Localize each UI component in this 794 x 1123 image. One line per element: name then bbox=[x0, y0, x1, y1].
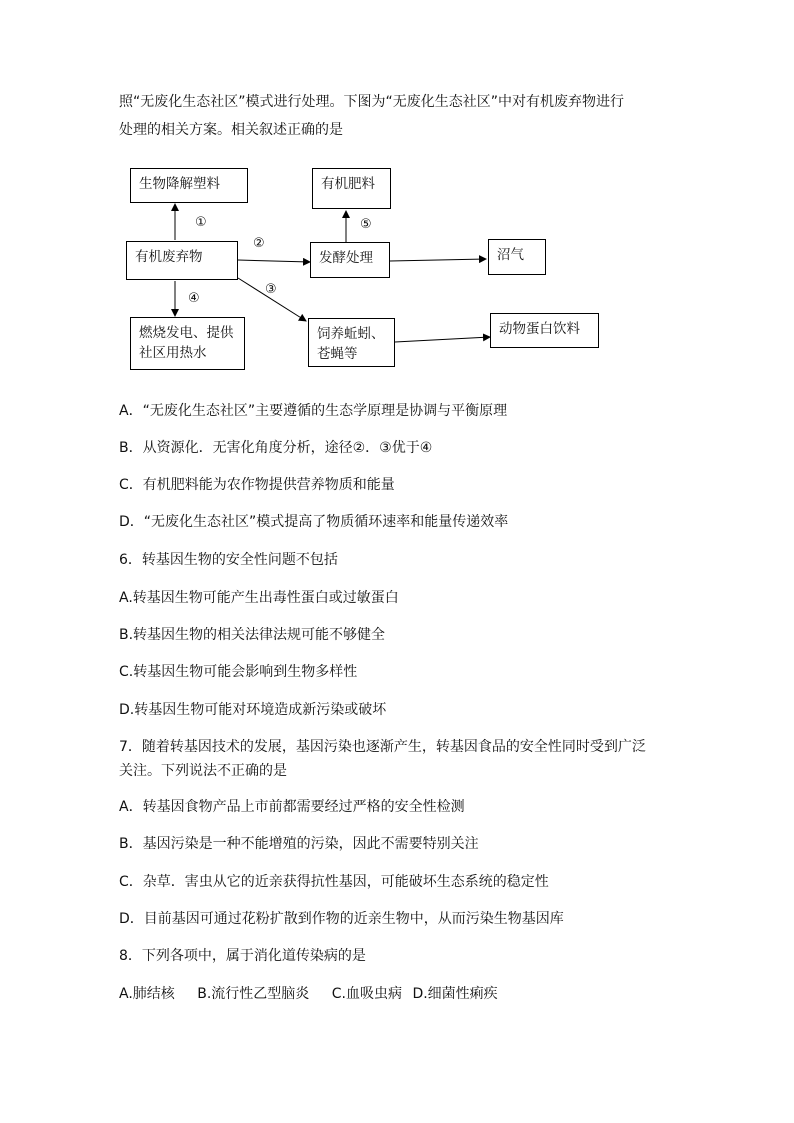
arrow-to-animal-protein bbox=[395, 337, 490, 342]
q7-stem-line-2: 关注。下列说法不正确的是 bbox=[119, 763, 287, 779]
intro-line-2: 处理的相关方案。相关叙述正确的是 bbox=[119, 122, 343, 138]
box-burning-line-1: 燃烧发电、提供 bbox=[139, 325, 234, 341]
q7-option-b: B．基因污染是一种不能增殖的污染，因此不需要特别关注 bbox=[119, 836, 479, 852]
q7-option-c: C．杂草．害虫从它的近亲获得抗性基因，可能破坏生态系统的稳定性 bbox=[119, 874, 549, 890]
label-path-2: ② bbox=[253, 236, 265, 251]
label-path-3: ③ bbox=[265, 282, 277, 297]
q5-option-b: B．从资源化．无害化角度分析，途径②．③优于④ bbox=[119, 440, 433, 456]
diagram-arrows bbox=[0, 0, 794, 400]
box-animal-protein: 动物蛋白饮料 bbox=[490, 313, 599, 348]
box-feed-line-1: 饲养蚯蚓、 bbox=[317, 326, 385, 342]
box-organic-waste: 有机废弃物 bbox=[126, 241, 238, 280]
q8-option-a: A.肺结核 bbox=[119, 986, 175, 1002]
q8-option-d: D.细菌性痢疾 bbox=[412, 986, 498, 1002]
intro-line-1: 照“无废化生态社区”模式进行处理。下图为“无废化生态社区”中对有机废弃物进行 bbox=[119, 94, 625, 110]
q6-option-a: A.转基因生物可能产生出毒性蛋白或过敏蛋白 bbox=[119, 590, 399, 606]
label-path-5: ⑤ bbox=[360, 217, 372, 232]
q8-option-c: C.血吸虫病 bbox=[331, 986, 402, 1002]
box-bio-plastic: 生物降解塑料 bbox=[130, 168, 248, 203]
q5-option-c: C．有机肥料能为农作物提供营养物质和能量 bbox=[119, 477, 395, 493]
box-burning-line-2: 社区用热水 bbox=[139, 345, 207, 361]
q8-stem: 8．下列各项中，属于消化道传染病的是 bbox=[119, 948, 366, 964]
q5-option-a: A．“无废化生态社区”主要遵循的生态学原理是协调与平衡原理 bbox=[119, 403, 508, 419]
q7-option-d: D．目前基因可通过花粉扩散到作物的近亲生物中，从而污染生物基因库 bbox=[119, 911, 564, 927]
box-feed bbox=[308, 318, 395, 367]
q6-option-c: C.转基因生物可能会影响到生物多样性 bbox=[119, 664, 358, 680]
label-path-4: ④ bbox=[188, 291, 200, 306]
q7-option-a: A．转基因食物产品上市前都需要经过严格的安全性检测 bbox=[119, 799, 465, 815]
q8-options bbox=[119, 984, 516, 1004]
box-feed-line-2: 苍蝇等 bbox=[317, 346, 358, 362]
box-fermentation: 发酵处理 bbox=[310, 242, 390, 278]
q6-stem: 6．转基因生物的安全性问题不包括 bbox=[119, 552, 338, 568]
arrow-to-fermentation bbox=[238, 260, 310, 262]
q6-option-d: D.转基因生物可能对环境造成新污染或破坏 bbox=[119, 702, 387, 718]
box-biogas: 沼气 bbox=[488, 239, 546, 275]
q6-option-b: B.转基因生物的相关法律法规可能不够健全 bbox=[119, 627, 386, 643]
q8-option-b: B.流行性乙型脑炎 bbox=[197, 986, 310, 1002]
q5-option-d: D．“无废化生态社区”模式提高了物质循环速率和能量传递效率 bbox=[119, 514, 509, 530]
label-path-1: ① bbox=[195, 215, 207, 230]
box-organic-fertilizer: 有机肥料 bbox=[312, 168, 391, 209]
box-burning bbox=[130, 317, 245, 370]
arrow-to-biogas bbox=[390, 259, 486, 261]
q7-stem-line-1: 7．随着转基因技术的发展，基因污染也逐渐产生，转基因食品的安全性同时受到广泛 bbox=[119, 739, 646, 755]
